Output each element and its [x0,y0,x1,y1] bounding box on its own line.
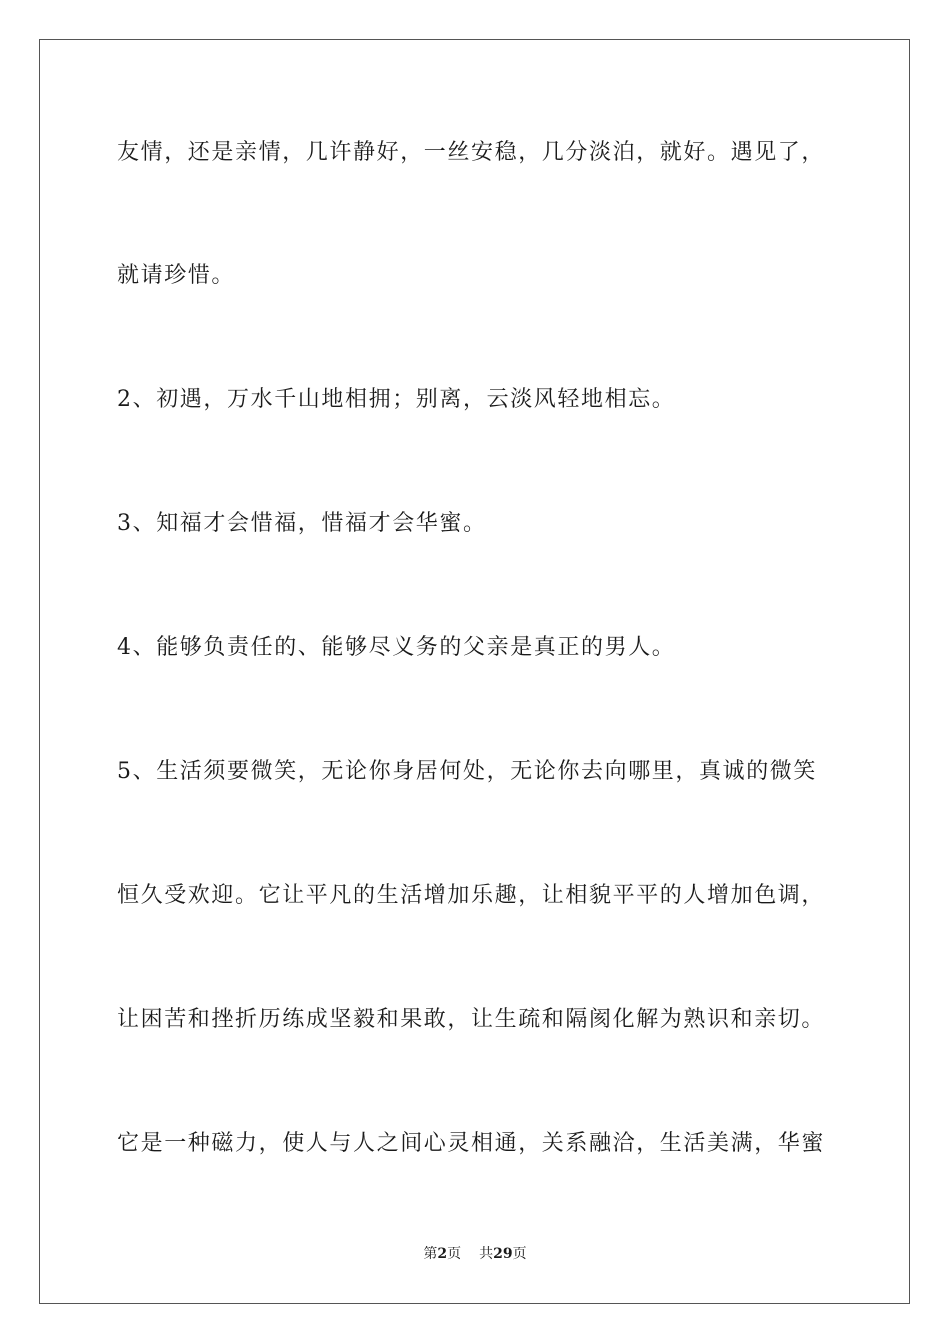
text-line: 5、生活须要微笑，无论你身居何处，无论你去向哪里，真诚的微笑 [117,759,817,784]
text-line: 友情，还是亲情，几许静好，一丝安稳，几分淡泊，就好。遇见了， [117,140,826,165]
page-frame [39,39,910,1304]
text-line: 2、初遇，万水千山地相拥；别离，云淡风轻地相忘。 [117,387,676,412]
text-line: 就请珍惜。 [117,263,236,288]
text-line: 恒久受欢迎。它让平凡的生活增加乐趣，让相貌平平的人增加色调， [117,883,826,908]
total-pages: 29 [493,1246,513,1262]
total-suffix: 页 [512,1246,527,1262]
text-line: 4、能够负责任的、能够尽义务的父亲是真正的男人。 [117,635,676,660]
page-footer [0,1245,950,1263]
total-prefix: 共 [479,1246,494,1262]
page-prefix: 第 [423,1246,438,1262]
page-number: 2 [437,1246,448,1262]
text-line: 它是一种磁力，使人与人之间心灵相通，关系融洽，生活美满，华蜜 [117,1131,826,1156]
text-line: 3、知福才会惜福，惜福才会华蜜。 [117,511,487,536]
text-line: 让困苦和挫折历练成坚毅和果敢，让生疏和隔阂化解为熟识和亲切。 [117,1007,826,1032]
page-suffix: 页 [447,1246,462,1262]
